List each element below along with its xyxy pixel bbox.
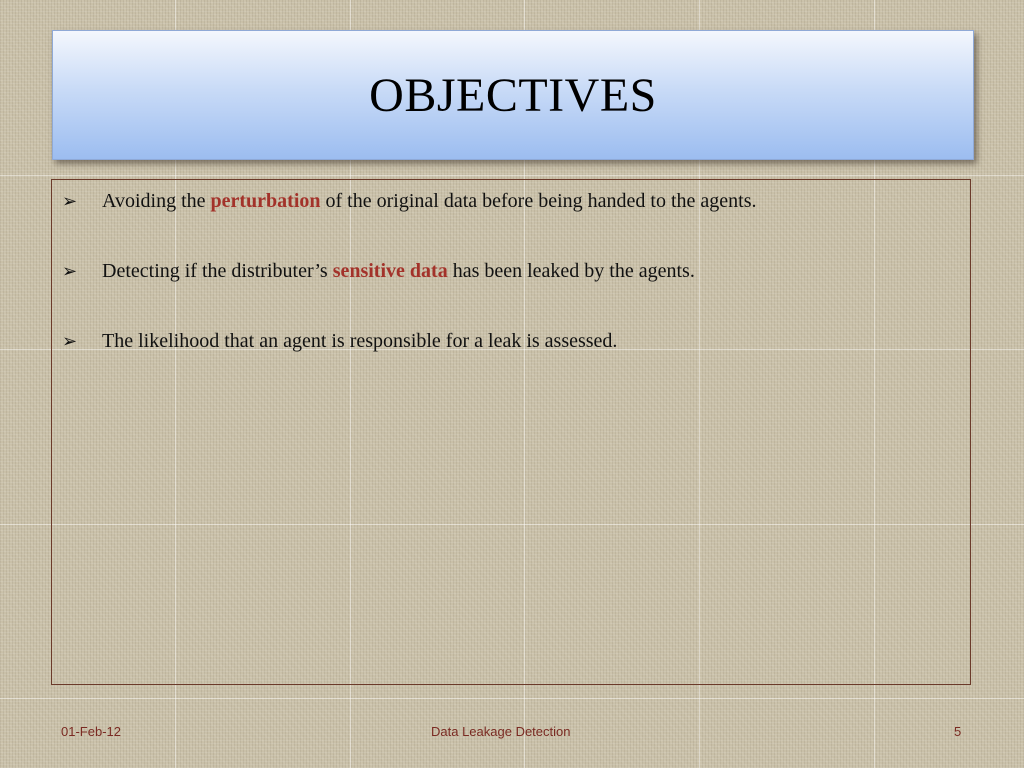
bullet-highlight: sensitive data — [332, 260, 448, 282]
bullet-text-before: The likelihood that an agent is responsible for a leak is assessed. — [102, 330, 618, 352]
footer-title: Data Leakage Detection — [431, 724, 571, 739]
bullet-text-after: of the original data before being handed to the agents. — [320, 190, 757, 212]
bullet-item — [60, 328, 960, 354]
slide-title: OBJECTIVES — [369, 68, 657, 122]
bullet-text-after: has been leaked by the agents. — [447, 260, 695, 282]
bullet-item — [60, 258, 960, 284]
bullet-text-before: Detecting if the distributer’s — [102, 260, 333, 282]
bullet-list — [60, 188, 960, 398]
bullet-item — [60, 188, 960, 214]
page-number: 5 — [954, 724, 962, 739]
bullet-text-before: Avoiding the — [102, 190, 211, 212]
bullet-text — [102, 258, 695, 284]
arrow-bullet-icon: ➢ — [62, 331, 78, 351]
background-grid-line — [0, 175, 1024, 176]
arrow-bullet-icon: ➢ — [62, 261, 78, 281]
bullet-text — [102, 188, 756, 214]
background-grid-line — [0, 698, 1024, 699]
footer-date: 01-Feb-12 — [61, 724, 121, 739]
title-banner — [52, 30, 974, 160]
content-area — [51, 179, 971, 685]
bullet-text — [102, 328, 617, 354]
bullet-highlight: perturbation — [210, 190, 321, 212]
arrow-bullet-icon: ➢ — [62, 191, 78, 211]
